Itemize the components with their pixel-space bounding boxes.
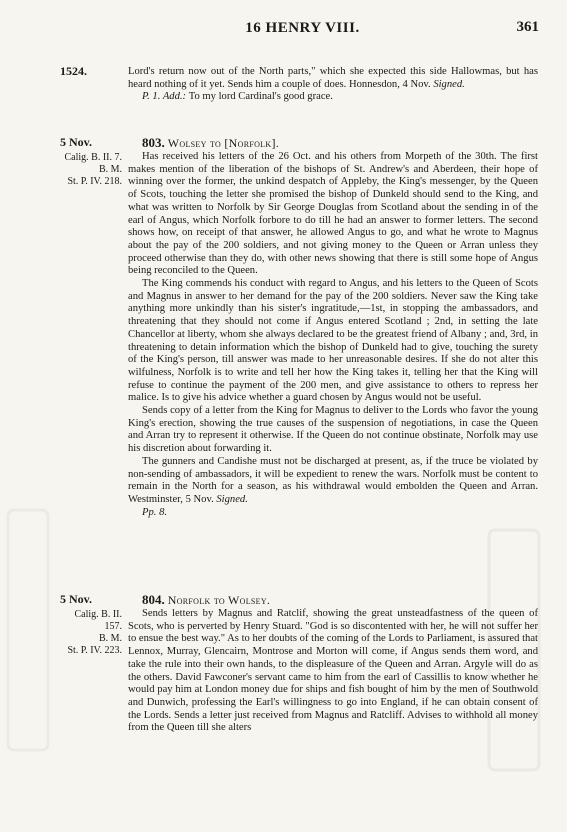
running-head: 16 HENRY VIII. — [245, 20, 360, 36]
entry-804-ref-2: 157. — [104, 621, 122, 632]
entry-803-paragraph-2: The King commends his conduct with regard to Angus, and his letters to the Queen of Scots and Magnus in answer to her demand for the pay of the 200 soldiers. Never saw the King take anything more unkindly than his sister's ingratitude,—1st, in stopping the ambassadors, and threatening that they should not come if Angus entered Scotland ; 2nd, in setting the late Chancellor at liberty, whom she always declared to be the greatest friend of Albany ; and, 3rd, in threatening to detain information which the bishop of Dunkeld had to give, touching the surety of the King's person, till answer was made to her unreasonable desires. If she do not alter this wilfulness, Norfolk is to write and tell her how the King takes it, telling her that the King will refuse to continue the payment of the 200 men, and give assistance to others to repress her malice. Is to give his advice whether a guard chosen by Angus would not be useful. — [128, 278, 538, 404]
entry-804-body — [128, 592, 538, 735]
entry-803-body — [128, 135, 538, 519]
entry-804-ref-1: Calig. B. II. — [74, 609, 122, 620]
watermark-left-decoration — [0, 500, 60, 760]
entry-803-title: Wolsey to [Norfolk]. — [167, 136, 280, 150]
entry-804-ref-3: B. M. — [98, 633, 122, 644]
entry-803-ref-3: St. P. IV. 218. — [67, 176, 122, 187]
entry-803-number: 803. — [142, 135, 165, 150]
page-number: 361 — [516, 19, 539, 35]
entry-804-date: 5 Nov. — [60, 592, 93, 606]
entry-804-title: Norfolk to Wolsey. — [167, 593, 271, 607]
entry-803-signed: Signed. — [216, 493, 248, 505]
entry-804-heading — [128, 592, 538, 608]
entry-803-margin — [60, 135, 122, 188]
entry-804-paragraph: Sends letters by Magnus and Ratclif, showing the great unsteadfastness of the queen of Scots, who is perverted by Henry Stuard. "God is so discontented with her, he will not suffer her to ensue the best way." As to her doubts of the coming of the Lords to Parliament, is assured that Lennox, Murray, Glencairn, Montrose and Morton will come, if Angus sends them word, and take the rule into their own hands, to the displeasure of the Queen and Arran. Argyle will do as the others. David Fawconer's servant came to him from the earl of Cassillis to know whether he would pay him at London money due for ships and fish bought of him by the men of Southwold and Dunwich, professing the Earl's willingness to go into England, if he can obtain consent of the Lords. Sends a letter just received from Magnus and Ratcliff. Advises to withhold all money from the Queen till she alters — [128, 608, 538, 734]
prev-entry-paragraph: Lord's return now out of the North parts," which she expected this side Hallowmas, but has heard nothing of it yet. Sends him a couple of does. Honnesdon, 4 Nov. — [128, 66, 538, 90]
entry-803-heading — [128, 135, 538, 151]
entry-804-margin — [60, 592, 122, 657]
prev-entry-add-text: To my lord Cardinal's good grace. — [188, 91, 333, 103]
entry-803-paragraph-4 — [128, 456, 538, 507]
page-header — [60, 20, 545, 42]
entry-803-paragraph-3: Sends copy of a letter from the King for Magnus to deliver to the Lords who favor the young King's erection, showing the true causes of the suspension of negotiations, in case the Queen and Arran try to represent it otherwise. If the Queen do not continue obstinate, Norfolk may use his discretion about forwarding it. — [128, 405, 538, 455]
prev-entry-note — [128, 91, 538, 104]
prev-entry-margin — [60, 64, 122, 81]
entry-803-ref-2: B. M. — [98, 164, 122, 175]
prev-entry-year: 1524. — [60, 64, 87, 78]
entry-803-ref-1: Calig. B. II. 7. — [64, 152, 122, 163]
entry-803-paragraph-4-text: The gunners and Candishe must not be discharged at present, as, if the truce be violated by non-sending of ambassadors, it will be expedient to renew the wars. Norfolk must be content to remain in the North for a season, as his withdrawal would embolden the Queen and Arran. Westminster, 5 Nov. — [128, 455, 538, 505]
prev-entry-pages: P. 1. — [142, 91, 161, 103]
prev-entry-body — [128, 66, 538, 104]
prev-entry-text — [128, 66, 538, 91]
entry-803-pages: Pp. 8. — [142, 506, 168, 518]
entry-804-ref-4: St. P. IV. 223. — [67, 645, 122, 656]
entry-803-date: 5 Nov. — [60, 135, 93, 149]
prev-entry-signed: Signed. — [433, 78, 465, 90]
entry-803-paragraph-1: Has received his letters of the 26 Oct. and his others from Morpeth of the 30th. The first makes mention of the liberation of the bishops of St. Andrew's and Aberdeen, their hope of winning over the former, the unkind despatch of Appleby, the King's messenger, by the Queen of Scots, touching the letter she promised the bishop of Dunkeld should send to the King, and what was written to Norfolk by Sir George Douglas from Scotland about the sending in of the earl of Angus, which Norfolk forbore to do till he had an answer to former letters. The second shows how, on receipt of that answer, he allowed Angus to go, and what he wrote to Magnus about the pay of the 200 soldiers, and not giving money to the Queen or Arran unless they proceed otherwise than they do, with other news showing that there is still some hope of Angus being reconciled to the Queen. — [128, 151, 538, 277]
entry-804-number: 804. — [142, 592, 165, 607]
prev-entry-add-label: Add.: — [162, 91, 187, 103]
